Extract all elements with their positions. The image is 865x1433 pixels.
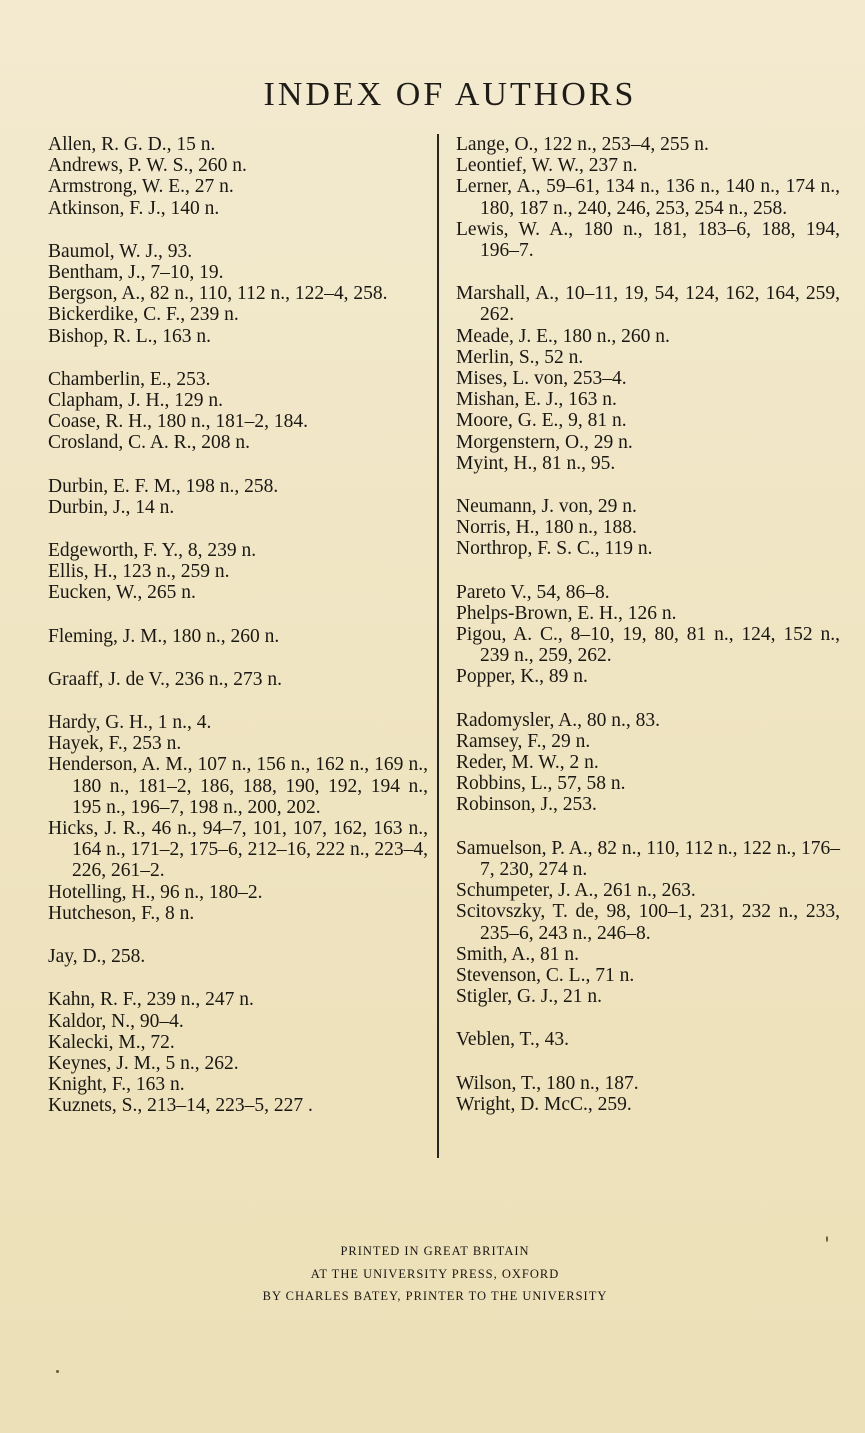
index-letter-group [456,1073,840,1115]
index-letter-group [48,712,428,924]
index-entry: Wilson, T., 180 n., 187. [456,1072,639,1094]
index-entry: Lange, O., 122 n., 253–4, 255 n. [456,134,709,155]
index-entry: Hardy, G. H., 1 n., 4. [48,712,212,734]
index-column-left [48,134,428,1139]
index-entry: Reder, M. W., 2 n. [456,752,599,774]
index-entry: Hicks, J. R., 46 n., 94–7, 101, 107, 162, 163 n., 164 n., 171–2, 175–6, 212–16, 222 n., 223–4, 226, 261–2. [48,818,428,882]
index-entry: Ellis, H., 123 n., 259 n. [48,561,230,583]
index-entry: Clapham, J. H., 129 n. [48,390,223,412]
index-entry: Scitovszky, T. de, 98, 100–1, 231, 232 n., 233, 235–6, 243 n., 246–8. [456,901,840,944]
index-letter-group [48,946,428,967]
index-entry: Mishan, E. J., 163 n. [456,389,617,411]
index-entry: Myint, H., 81 n., 95. [456,452,616,474]
paper-speck [826,1236,828,1242]
index-letter-group [48,476,428,518]
index-entry: Atkinson, F. J., 140 n. [48,197,220,219]
index-entry: Marshall, A., 10–11, 19, 54, 124, 162, 164, 259, 262. [456,283,840,326]
index-entry: Bickerdike, C. F., 239 n. [48,304,239,326]
index-entry: Knight, F., 163 n. [48,1074,185,1096]
printer-imprint [0,1240,865,1308]
index-letter-group [456,710,840,816]
index-entry: Merlin, S., 52 n. [456,346,584,368]
index-letter-group [456,582,840,688]
index-entry: Schumpeter, J. A., 261 n., 263. [456,880,696,902]
index-letter-group [456,283,840,474]
index-entry: Baumol, W. J., 93. [48,240,193,262]
index-entry: Kuznets, S., 213–14, 223–5, 227 . [48,1095,313,1117]
index-entry: Moore, G. E., 9, 81 n. [456,410,627,432]
index-entry: Phelps-Brown, E. H., 126 n. [456,602,677,624]
index-entry: Kalecki, M., 72. [48,1031,175,1053]
index-entry: Pigou, A. C., 8–10, 19, 80, 81 n., 124, 152 n., 239 n., 259, 262. [456,624,840,667]
index-entry: Chamberlin, E., 253. [48,368,211,390]
index-entry: Durbin, E. F. M., 198 n., 258. [48,475,279,497]
index-entry: Morgenstern, O., 29 n. [456,431,633,453]
index-entry: Bentham, J., 7–10, 19. [48,262,224,284]
index-entry: Jay, D., 258. [48,946,146,968]
index-entry: Graaff, J. de V., 236 n., 273 n. [48,668,282,690]
index-entry: Hotelling, H., 96 n., 180–2. [48,881,263,903]
imprint-line: AT THE UNIVERSITY PRESS, OXFORD [310,1266,560,1281]
index-entry: Bishop, R. L., 163 n. [48,325,212,347]
index-entry: Coase, R. H., 180 n., 181–2, 184. [48,411,308,433]
index-entry: Veblen, T., 43. [456,1029,570,1051]
index-entry: Hutcheson, F., 8 n. [48,902,195,924]
index-entry: Robinson, J., 253. [456,794,597,816]
index-entry: Samuelson, P. A., 82 n., 110, 112 n., 122 n., 176–7, 230, 274 n. [456,837,840,880]
index-letter-group [48,369,428,454]
index-letter-group [456,838,840,1008]
index-entry: Mises, L. von, 253–4. [456,368,627,390]
index-entry: Keynes, J. M., 5 n., 262. [48,1052,239,1074]
index-entry: Andrews, P. W. S., 260 n. [48,155,247,177]
index-letter-group [48,241,428,347]
index-entry: Edgeworth, F. Y., 8, 239 n. [48,540,257,562]
index-letter-group [48,989,428,1116]
index-entry: Leontief, W. W., 237 n. [456,155,638,177]
index-entry: Eucken, W., 265 n. [48,582,196,604]
index-entry: Fleming, J. M., 180 n., 260 n. [48,625,280,647]
index-entry: Durbin, J., 14 n. [48,496,175,518]
column-divider [437,134,439,1158]
index-entry: Meade, J. E., 180 n., 260 n. [456,325,670,347]
imprint-line: PRINTED IN GREAT BRITAIN [340,1244,530,1258]
index-entry: Northrop, F. S. C., 119 n. [456,538,653,560]
index-entry: Pareto V., 54, 86–8. [456,581,610,603]
index-entry: Neumann, J. von, 29 n. [456,496,637,518]
index-entry: Hayek, F., 253 n. [48,733,182,755]
paper-speck [56,1370,59,1373]
index-entry: Armstrong, W. E., 27 n. [48,176,234,198]
index-entry: Stevenson, C. L., 71 n. [456,964,635,986]
index-letter-group [456,1029,840,1050]
index-entry: Henderson, A. M., 107 n., 156 n., 162 n., 169 n., 180 n., 181–2, 186, 188, 190, 192, 194 n., 195 n., 196–7, 198 n., 200, 202. [48,754,428,818]
imprint-line: BY CHARLES BATEY, PRINTER TO THE UNIVERSITY [262,1289,608,1303]
index-entry: Lerner, A., 59–61, 134 n., 136 n., 140 n., 174 n., 180, 187 n., 240, 246, 253, 254 n., 258. [456,176,840,219]
index-entry: Ramsey, F., 29 n. [456,730,591,752]
index-entry: Popper, K., 89 n. [456,666,588,688]
index-entry: Kaldor, N., 90–4. [48,1010,184,1032]
index-entry: Kahn, R. F., 239 n., 247 n. [48,989,254,1011]
index-letter-group [456,134,840,261]
index-entry: Robbins, L., 57, 58 n. [456,773,626,795]
index-entry: Stigler, G. J., 21 n. [456,986,603,1008]
index-entry: Bergson, A., 82 n., 110, 112 n., 122–4, 258. [48,283,388,305]
index-letter-group [456,496,840,560]
index-entry: Wright, D. McC., 259. [456,1093,632,1115]
index-letter-group [48,669,428,690]
index-column-right [456,134,840,1137]
index-entry: Norris, H., 180 n., 188. [456,517,637,539]
index-letter-group [48,540,428,604]
index-entry: Radomysler, A., 80 n., 83. [456,709,660,731]
index-letter-group [48,626,428,647]
page-title: INDEX OF AUTHORS [263,76,637,113]
index-entry: Allen, R. G. D., 15 n. [48,134,216,155]
index-entry: Smith, A., 81 n. [456,943,579,965]
index-letter-group [48,134,428,219]
index-entry: Crosland, C. A. R., 208 n. [48,432,251,454]
index-entry: Lewis, W. A., 180 n., 181, 183–6, 188, 194, 196–7. [456,218,840,262]
